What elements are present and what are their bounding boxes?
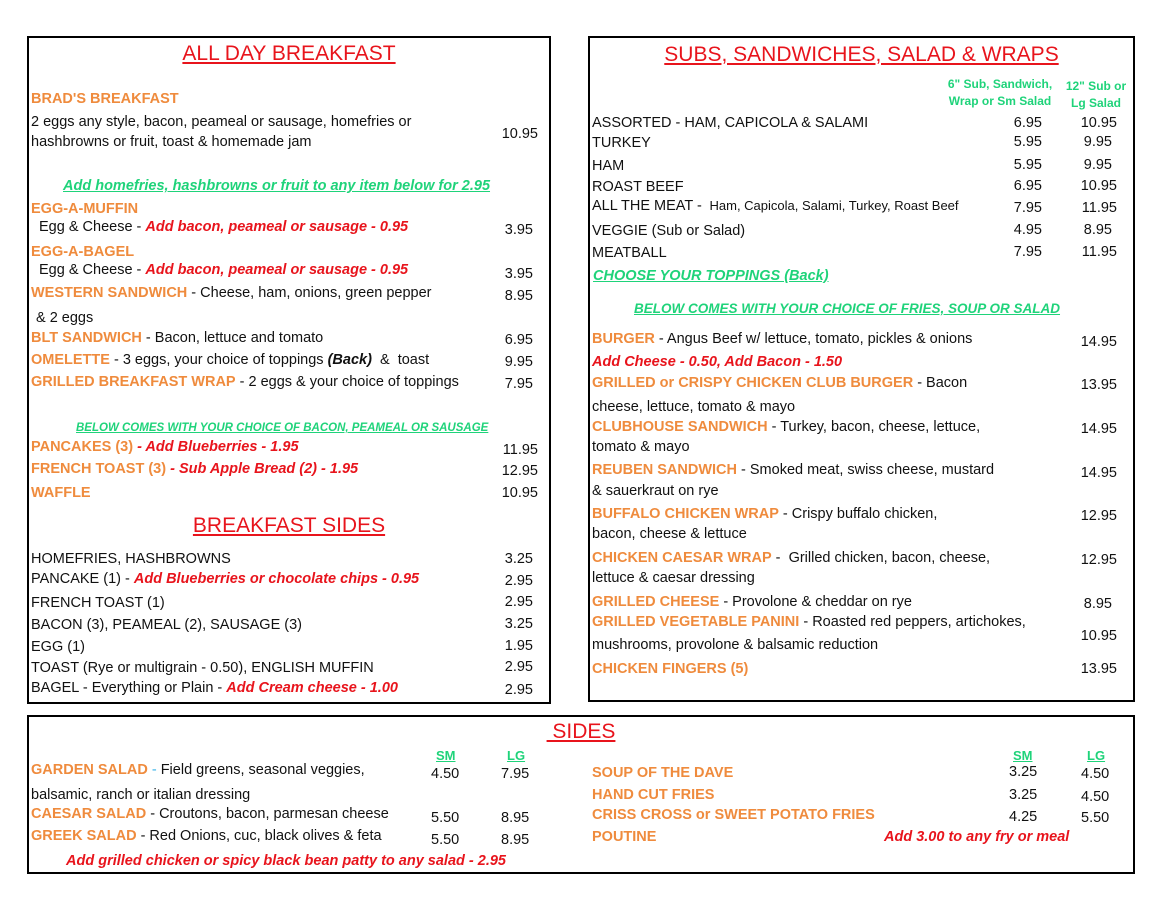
reuben-sandwich	[592, 462, 994, 478]
reuben-sandwich-desc-2: & sauerkraut on rye	[592, 483, 719, 499]
club-burger-name: GRILLED or CRISPY CHICKEN CLUB BURGER	[592, 375, 914, 391]
grilled-breakfast-wrap-price: 7.95	[504, 376, 533, 392]
garden-salad-name: GARDEN SALAD	[31, 762, 148, 778]
western-sandwich-price: 8.95	[504, 288, 533, 304]
brads-breakfast-price: 10.95	[501, 126, 538, 142]
burger-addon: Add Cheese - 0.50, Add Bacon - 1.50	[592, 354, 843, 370]
grilled-cheese	[592, 594, 912, 610]
salad-addon: Add grilled chicken or spicy black bean patty to any salad - 2.95	[66, 853, 506, 869]
buffalo-chicken-wrap-name: BUFFALO CHICKEN WRAP	[592, 506, 779, 522]
side-price: 3.25	[504, 616, 533, 632]
egg-a-bagel-price: 3.95	[504, 266, 533, 282]
blt-sandwich-price: 6.95	[504, 332, 533, 348]
sub-small-price: 7.95	[1013, 244, 1042, 260]
reuben-sandwich-desc: - Smoked meat, swiss cheese, mustard	[737, 462, 995, 478]
side-name: HOMEFRIES, HASHBROWNS	[31, 551, 231, 567]
grilled-vegetable-panini-name: GRILLED VEGETABLE PANINI	[592, 614, 800, 630]
sub-small-price: 5.95	[1013, 134, 1042, 150]
garden-salad	[31, 762, 365, 778]
fries-sm-header: SM	[1013, 748, 1033, 763]
omelette-back: (Back)	[327, 352, 372, 368]
western-sandwich-desc: - Cheese, ham, onions, green pepper	[187, 285, 432, 301]
side-price: 2.95	[504, 573, 533, 589]
poutine-name: POUTINE	[592, 829, 657, 845]
pancakes	[31, 439, 299, 455]
clubhouse-sandwich-desc: - Turkey, bacon, cheese, lettuce,	[767, 419, 981, 435]
egg-a-muffin-name: EGG-A-MUFFIN	[31, 201, 139, 217]
blt-sandwich-desc: - Bacon, lettuce and tomato	[141, 330, 324, 346]
omelette-name: OMELETTE	[31, 352, 110, 368]
list-item	[31, 638, 541, 656]
list-item	[31, 550, 541, 568]
blt-sandwich	[31, 330, 323, 346]
side-price: 1.95	[504, 638, 533, 654]
caesar-salad-desc: - Croutons, bacon, parmesan cheese	[146, 806, 389, 822]
burger-price: 14.95	[1080, 334, 1117, 350]
french-toast-addon: - Sub Apple Bread (2) - 1.95	[166, 461, 359, 477]
sub-small-price: 6.95	[1013, 115, 1042, 131]
sub-large-price: 8.95	[1083, 222, 1112, 238]
waffle-price: 10.95	[501, 485, 538, 501]
subs-title: SUBS, SANDWICHES, SALAD & WRAPS	[664, 43, 1059, 66]
pancakes-name: PANCAKES (3)	[31, 439, 134, 455]
sub-small-price: 5.95	[1013, 157, 1042, 173]
side-price: 3.25	[504, 551, 533, 567]
caesar-salad	[31, 806, 389, 822]
greek-salad-lg-price: 8.95	[501, 832, 530, 848]
chicken-caesar-wrap-desc-2: lettuce & caesar dressing	[592, 570, 755, 586]
garden-salad-lg-price: 7.95	[501, 766, 530, 782]
large-size-header-line-1: 12" Sub or	[1065, 79, 1127, 93]
french-toast-name: FRENCH TOAST (3)	[31, 461, 167, 477]
side-name: BAGEL - Everything or Plain -	[31, 680, 227, 696]
egg-a-muffin-base: Egg & Cheese -	[39, 219, 146, 235]
clubhouse-sandwich-price: 14.95	[1080, 421, 1117, 437]
grilled-cheese-price: 8.95	[1083, 596, 1112, 612]
waffle-name: WAFFLE	[31, 485, 91, 501]
pancakes-price: 11.95	[502, 442, 538, 458]
sub-large-price: 11.95	[1081, 244, 1117, 260]
table-row	[592, 178, 1122, 196]
side-price: 2.95	[504, 594, 533, 610]
omelette-desc-end: & toast	[371, 352, 430, 368]
side-addon: Add Cream cheese - 1.00	[226, 680, 398, 696]
list-item	[31, 679, 541, 697]
list-item	[31, 570, 541, 588]
sub-small-price: 7.95	[1013, 200, 1042, 216]
egg-a-bagel-name: EGG-A-BAGEL	[31, 244, 135, 260]
grilled-cheese-name: GRILLED CHEESE	[592, 594, 720, 610]
omelette	[31, 352, 429, 368]
sides-title: SIDES	[546, 720, 616, 743]
greek-salad-desc: - Red Onions, cuc, black olives & feta	[136, 828, 382, 844]
fries-note: BELOW COMES WITH YOUR CHOICE OF FRIES, SOUP OR SALAD	[634, 301, 1061, 316]
large-size-header	[1058, 78, 1134, 112]
western-sandwich-desc-2: & 2 eggs	[36, 310, 94, 326]
criss-cross-fries-name: CRISS CROSS or SWEET POTATO FRIES	[592, 807, 875, 823]
sub-name: MEATBALL	[592, 245, 667, 261]
egg-a-muffin-price: 3.95	[504, 222, 533, 238]
french-toast-price: 12.95	[501, 463, 538, 479]
fries-lg-header: LG	[1087, 748, 1106, 763]
side-name: EGG (1)	[31, 639, 85, 655]
caesar-salad-sm-price: 5.50	[431, 810, 460, 826]
criss-cross-fries-sm-price: 4.25	[1009, 809, 1038, 825]
sub-name: HAM	[592, 158, 625, 174]
clubhouse-sandwich-desc-2: tomato & mayo	[592, 439, 690, 455]
table-row	[592, 114, 1122, 132]
brads-breakfast-desc-1: 2 eggs any style, bacon, peameal or sausage, homefries or	[31, 114, 412, 130]
table-row	[592, 197, 1122, 215]
caesar-salad-name: CAESAR SALAD	[31, 806, 147, 822]
sub-large-price: 9.95	[1083, 134, 1112, 150]
sub-name: ALL THE MEAT -	[592, 198, 706, 214]
egg-a-muffin-addon: Add bacon, peameal or sausage - 0.95	[145, 219, 409, 235]
club-burger-desc: - Bacon	[913, 375, 968, 391]
sub-name: TURKEY	[592, 135, 651, 151]
sub-large-price: 9.95	[1083, 157, 1112, 173]
sub-name: ASSORTED - HAM, CAPICOLA & SALAMI	[592, 115, 869, 131]
greek-salad-name: GREEK SALAD	[31, 828, 137, 844]
greek-salad	[31, 828, 382, 844]
garden-salad-desc-2: balsamic, ranch or italian dressing	[31, 787, 251, 803]
egg-a-bagel-desc	[39, 262, 408, 278]
buffalo-chicken-wrap	[592, 506, 937, 522]
list-item	[31, 616, 541, 634]
salad-sm-header: SM	[436, 748, 456, 763]
egg-a-bagel-addon: Add bacon, peameal or sausage - 0.95	[145, 262, 409, 278]
sub-small-price: 4.95	[1013, 222, 1042, 238]
soup-sm-price: 3.25	[1009, 764, 1038, 780]
club-burger	[592, 375, 967, 391]
sub-name: VEGGIE (Sub or Salad)	[592, 223, 746, 239]
grilled-breakfast-wrap-name: GRILLED BREAKFAST WRAP	[31, 374, 236, 390]
reuben-sandwich-name: REUBEN SANDWICH	[592, 462, 737, 478]
grilled-vegetable-panini	[592, 614, 1026, 630]
hand-cut-fries-name: HAND CUT FRIES	[592, 787, 715, 803]
poutine-addon: Add 3.00 to any fry or meal	[884, 829, 1070, 845]
hand-cut-fries-sm-price: 3.25	[1009, 787, 1038, 803]
table-row	[592, 244, 1122, 262]
sub-detail: Ham, Capicola, Salami, Turkey, Roast Beef	[705, 198, 959, 213]
burger-name: BURGER	[592, 331, 655, 347]
club-burger-price: 13.95	[1080, 377, 1117, 393]
western-sandwich-name: WESTERN SANDWICH	[31, 285, 188, 301]
table-row	[592, 157, 1122, 175]
burger	[592, 331, 972, 347]
omelette-desc: - 3 eggs, your choice of toppings	[109, 352, 328, 368]
grilled-vegetable-panini-price: 10.95	[1080, 628, 1117, 644]
garden-salad-sep: -	[147, 762, 161, 778]
choice-note: BELOW COMES WITH YOUR CHOICE OF BACON, PEAMEAL OR SAUSAGE	[76, 422, 489, 434]
salad-lg-header: LG	[507, 748, 526, 763]
side-name: PANCAKE (1) -	[31, 571, 134, 587]
greek-salad-sm-price: 5.50	[431, 832, 460, 848]
table-row	[592, 134, 1122, 152]
western-sandwich	[31, 285, 432, 301]
criss-cross-fries-lg-price: 5.50	[1081, 810, 1110, 826]
egg-a-bagel-base: Egg & Cheese -	[39, 262, 146, 278]
large-size-header-line-2: Lg Salad	[1070, 96, 1121, 110]
sub-large-price: 10.95	[1080, 115, 1117, 131]
side-addon: Add Blueberries or chocolate chips - 0.95	[133, 571, 420, 587]
side-name: BACON (3), PEAMEAL (2), SAUSAGE (3)	[31, 617, 302, 633]
french-toast	[31, 461, 358, 477]
buffalo-chicken-wrap-desc: - Crispy buffalo chicken,	[778, 506, 938, 522]
blt-sandwich-name: BLT SANDWICH	[31, 330, 142, 346]
brads-breakfast-name: BRAD'S BREAKFAST	[31, 91, 179, 107]
grilled-breakfast-wrap-desc: - 2 eggs & your choice of toppings	[235, 374, 459, 390]
grilled-vegetable-panini-desc: - Roasted red peppers, artichokes,	[799, 614, 1026, 630]
grilled-breakfast-wrap	[31, 374, 459, 390]
pancakes-sep: -	[133, 439, 146, 455]
side-name: TOAST (Rye or multigrain - 0.50), ENGLISH MUFFIN	[31, 660, 374, 676]
list-item	[31, 659, 541, 677]
caesar-salad-lg-price: 8.95	[501, 810, 530, 826]
hand-cut-fries-lg-price: 4.50	[1081, 789, 1110, 805]
side-price: 2.95	[504, 682, 533, 698]
soup-lg-price: 4.50	[1081, 766, 1110, 782]
reuben-sandwich-price: 14.95	[1080, 465, 1117, 481]
sub-large-price: 10.95	[1080, 178, 1117, 194]
chicken-caesar-wrap-price: 12.95	[1080, 552, 1117, 568]
buffalo-chicken-wrap-desc-2: bacon, cheese & lettuce	[592, 526, 747, 542]
buffalo-chicken-wrap-price: 12.95	[1080, 508, 1117, 524]
small-size-header-line-2: Wrap or Sm Salad	[948, 94, 1052, 108]
club-burger-desc-2: cheese, lettuce, tomato & mayo	[592, 399, 796, 415]
breakfast-title: ALL DAY BREAKFAST	[182, 42, 396, 65]
chicken-fingers-price: 13.95	[1080, 661, 1117, 677]
side-name: FRENCH TOAST (1)	[31, 595, 165, 611]
clubhouse-sandwich-name: CLUBHOUSE SANDWICH	[592, 419, 768, 435]
clubhouse-sandwich	[592, 419, 980, 435]
sub-large-price: 11.95	[1081, 200, 1117, 216]
list-item	[31, 594, 541, 612]
garden-salad-desc: Field greens, seasonal veggies,	[160, 762, 365, 778]
garden-salad-sm-price: 4.50	[431, 766, 460, 782]
soup-name: SOUP OF THE DAVE	[592, 765, 734, 781]
burger-desc: - Angus Beef w/ lettuce, tomato, pickles & onions	[654, 331, 973, 347]
grilled-vegetable-panini-desc-2: mushrooms, provolone & balsamic reduction	[592, 637, 879, 653]
pancakes-addon: Add Blueberries - 1.95	[145, 439, 299, 455]
chicken-caesar-wrap	[592, 550, 990, 566]
chicken-caesar-wrap-desc: - Grilled chicken, bacon, cheese,	[771, 550, 991, 566]
egg-a-muffin-desc	[39, 219, 408, 235]
chicken-caesar-wrap-name: CHICKEN CAESAR WRAP	[592, 550, 772, 566]
sub-small-price: 6.95	[1013, 178, 1042, 194]
chicken-fingers-name: CHICKEN FINGERS (5)	[592, 661, 749, 677]
omelette-price: 9.95	[504, 354, 533, 370]
small-size-header-line-1: 6" Sub, Sandwich,	[947, 77, 1053, 91]
side-price: 2.95	[504, 659, 533, 675]
toppings-note: CHOOSE YOUR TOPPINGS (Back)	[593, 268, 829, 284]
grilled-cheese-desc: - Provolone & cheddar on rye	[719, 594, 912, 610]
addon-note: Add homefries, hashbrowns or fruit to any item below for 2.95	[63, 178, 491, 194]
table-row	[592, 222, 1122, 240]
brads-breakfast-desc-2: hashbrowns or fruit, toast & homemade jam	[31, 134, 312, 150]
sub-name: ROAST BEEF	[592, 179, 684, 195]
small-size-header	[938, 76, 1062, 110]
breakfast-sides-title: BREAKFAST SIDES	[192, 514, 386, 537]
